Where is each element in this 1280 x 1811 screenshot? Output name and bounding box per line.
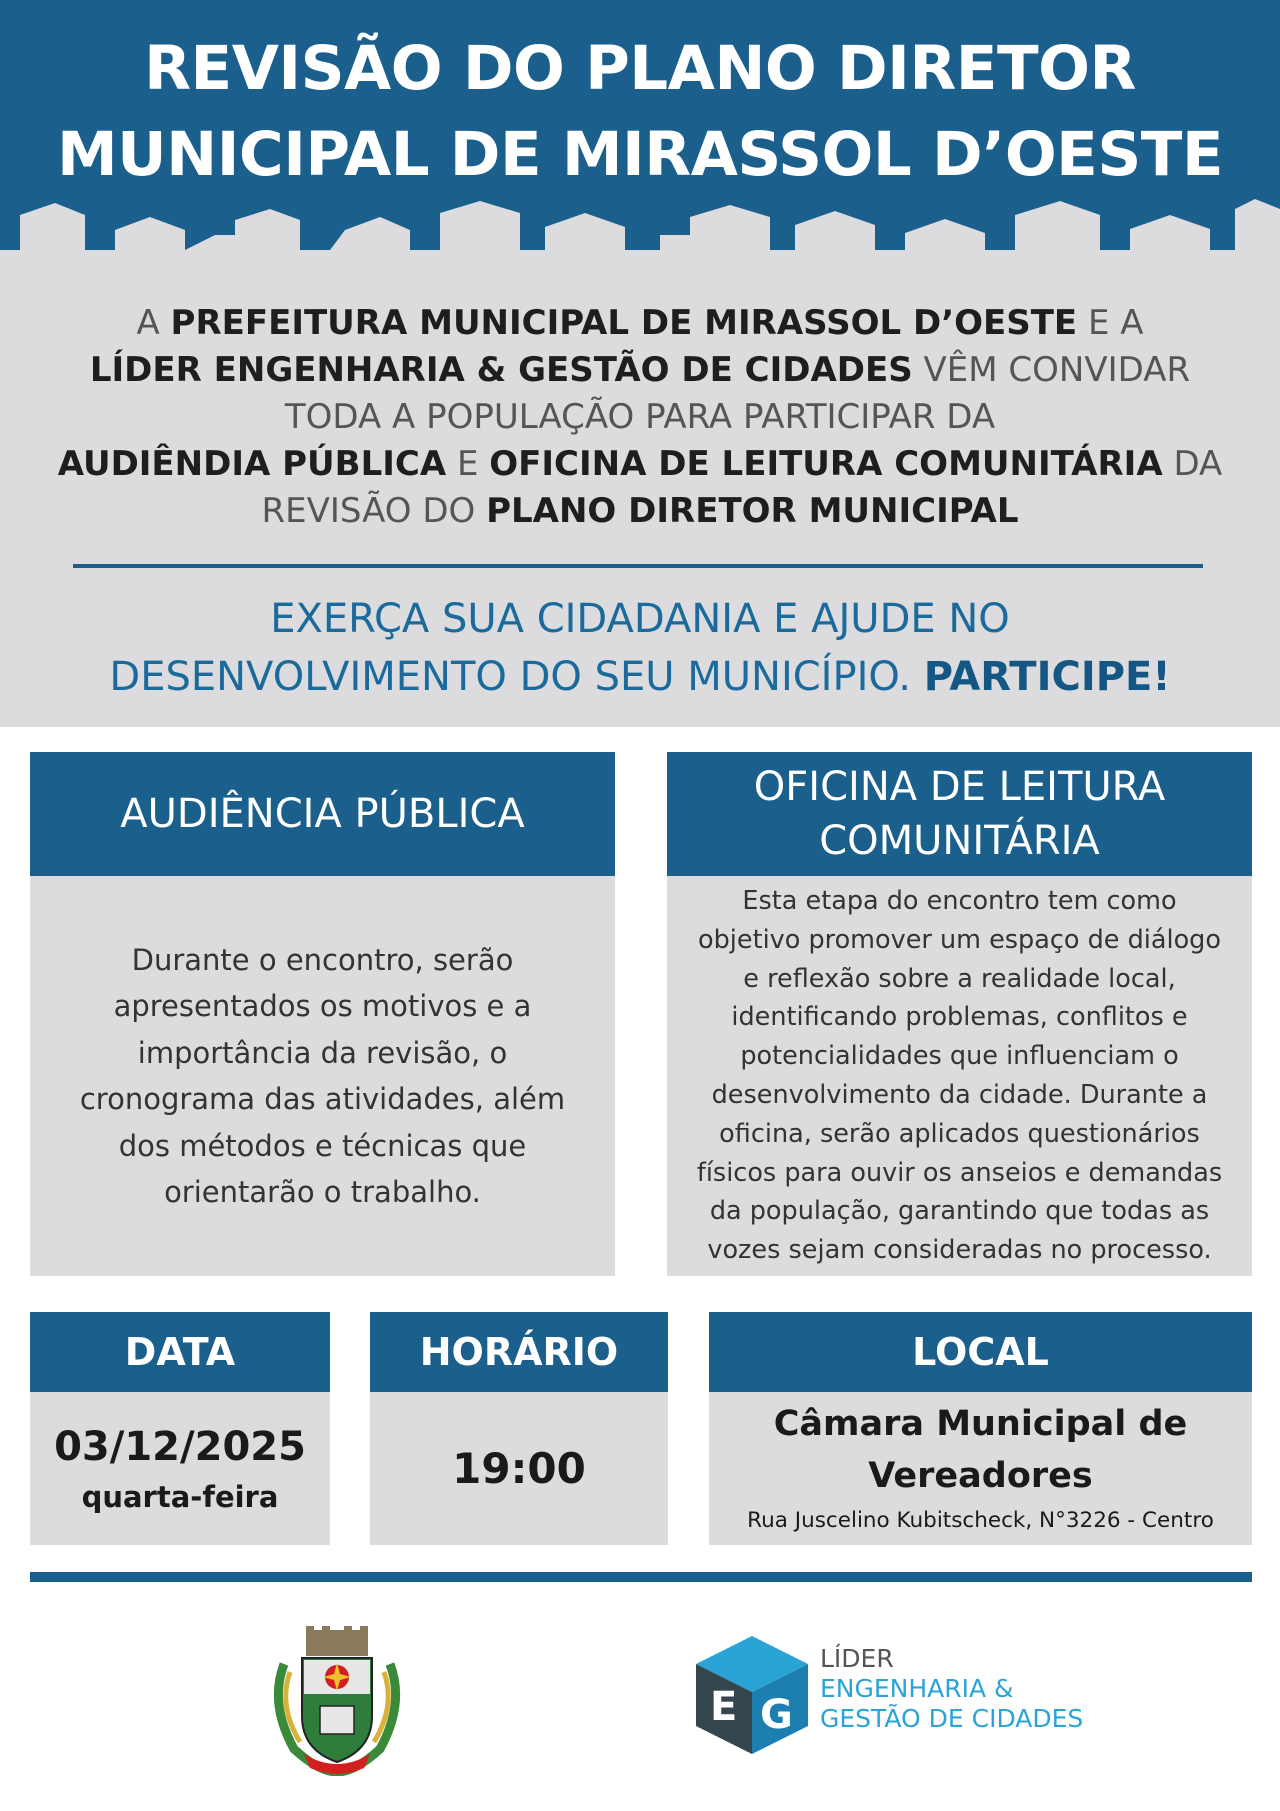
intro-emphasis: PREFEITURA MUNICIPAL DE MIRASSOL D’OESTE	[170, 303, 1078, 343]
divider-bottom	[30, 1572, 1252, 1582]
data-heading	[30, 1312, 330, 1392]
venue-name-line-1: Câmara Municipal de	[773, 1403, 1188, 1444]
local-box	[709, 1392, 1252, 1545]
intro-emphasis: PLANO DIRETOR MUNICIPAL	[486, 491, 1019, 531]
data-box	[30, 1392, 330, 1545]
oficina-title-line-1: OFICINA DE LEITURA	[753, 764, 1166, 810]
svg-text:G: G	[760, 1692, 793, 1738]
venue-name-line-2: Vereadores	[868, 1455, 1093, 1496]
intro-line-5	[30, 488, 1250, 535]
intro-emphasis: OFICINA DE LEITURA COMUNITÁRIA	[489, 444, 1163, 484]
cta-line-1: EXERÇA SUA CIDADANIA E AJUDE NO	[270, 596, 1010, 642]
intro-line-2	[30, 347, 1250, 394]
intro-line-1	[30, 300, 1250, 347]
intro-text: E	[446, 444, 490, 484]
audiencia-description	[30, 876, 615, 1276]
oficina-text-line: vozes sejam consideradas no processo.	[707, 1235, 1212, 1266]
oficina-text-line: oficina, serão aplicados questionários	[719, 1118, 1200, 1149]
local-heading	[709, 1312, 1252, 1392]
divider	[73, 564, 1203, 568]
cta-participe: PARTICIPE!	[923, 654, 1171, 700]
oficina-lines	[679, 882, 1240, 1270]
horario-label: HORÁRIO	[419, 1330, 619, 1374]
audiencia-title: AUDIÊNCIA PÚBLICA	[120, 791, 525, 837]
audiencia-heading	[30, 752, 615, 876]
oficina-heading	[667, 752, 1252, 876]
cta-line-2	[0, 648, 1280, 706]
audiencia-text-line: Durante o encontro, serão	[131, 942, 514, 977]
audiencia-lines	[62, 937, 583, 1216]
audiencia-text-line: importância da revisão, o	[137, 1035, 508, 1070]
event-date: 03/12/2025	[54, 1423, 306, 1470]
cta-text: DESENVOLVIMENTO DO SEU MUNICÍPIO.	[109, 654, 924, 700]
title-line-1: REVISÃO DO PLANO DIRETOR	[144, 33, 1136, 104]
audiencia-text-line: dos métodos e técnicas que	[118, 1128, 527, 1163]
oficina-text-line: identificando problemas, conflitos e	[731, 1002, 1188, 1033]
oficina-text-line: desenvolvimento da cidade. Durante a	[711, 1080, 1208, 1110]
lider-tagline-2: GESTÃO DE CIDADES	[820, 1704, 1084, 1733]
horario-box	[370, 1392, 668, 1545]
lider-name: LÍDER	[820, 1644, 894, 1673]
intro-text: VÊM CONVIDAR	[912, 350, 1191, 390]
venue-name	[774, 1398, 1188, 1502]
audiencia-text-line: cronograma das atividades, além	[79, 1082, 566, 1116]
data-label: DATA	[124, 1330, 236, 1374]
oficina-text-line: Esta etapa do encontro tem como	[742, 886, 1177, 917]
svg-text:E: E	[710, 1684, 738, 1730]
coat-of-arms-icon	[264, 1624, 410, 1776]
oficina-text-line: e reflexão sobre a realidade local,	[743, 963, 1176, 994]
intro-emphasis: LÍDER ENGENHARIA & GESTÃO DE CIDADES	[89, 350, 913, 390]
lider-logo-icon	[688, 1632, 816, 1758]
intro-line-3: TODA A POPULAÇÃO PARA PARTICIPAR DA	[284, 397, 996, 437]
oficina-text-line: potencialidades que influenciam o	[740, 1041, 1179, 1072]
horario-heading	[370, 1312, 668, 1392]
intro-line-4	[30, 441, 1250, 488]
oficina-text-line: da população, garantindo que todas as	[709, 1196, 1210, 1227]
intro-text: A	[136, 303, 171, 343]
oficina-title-line-2: COMUNITÁRIA	[819, 818, 1100, 864]
call-to-action	[0, 590, 1280, 706]
local-label: LOCAL	[912, 1330, 1049, 1374]
venue-address: Rua Juscelino Kubitscheck, N°3226 - Centro	[747, 1507, 1214, 1533]
lider-tagline-1: ENGENHARIA &	[820, 1674, 1014, 1703]
event-weekday: quarta-feira	[81, 1479, 279, 1514]
intro-paragraph	[30, 300, 1250, 535]
intro-emphasis: AUDIÊNDIA PÚBLICA	[57, 444, 447, 484]
page-title	[0, 26, 1280, 198]
oficina-text-line: físicos para ouvir os anseios e demandas	[696, 1157, 1223, 1188]
lider-wordmark	[820, 1644, 1240, 1734]
title-line-2: MUNICIPAL DE MIRASSOL D’OESTE	[56, 119, 1224, 190]
intro-text: DA	[1162, 444, 1223, 484]
audiencia-text-line: orientarão o trabalho.	[164, 1175, 481, 1209]
audiencia-text-line: apresentados os motivos e a	[113, 989, 532, 1023]
event-time: 19:00	[452, 1444, 586, 1493]
intro-text: E A	[1077, 303, 1144, 343]
oficina-text-line: objetivo promover um espaço de diálogo	[698, 924, 1221, 955]
intro-text: REVISÃO DO	[261, 491, 487, 531]
oficina-description	[667, 876, 1252, 1276]
